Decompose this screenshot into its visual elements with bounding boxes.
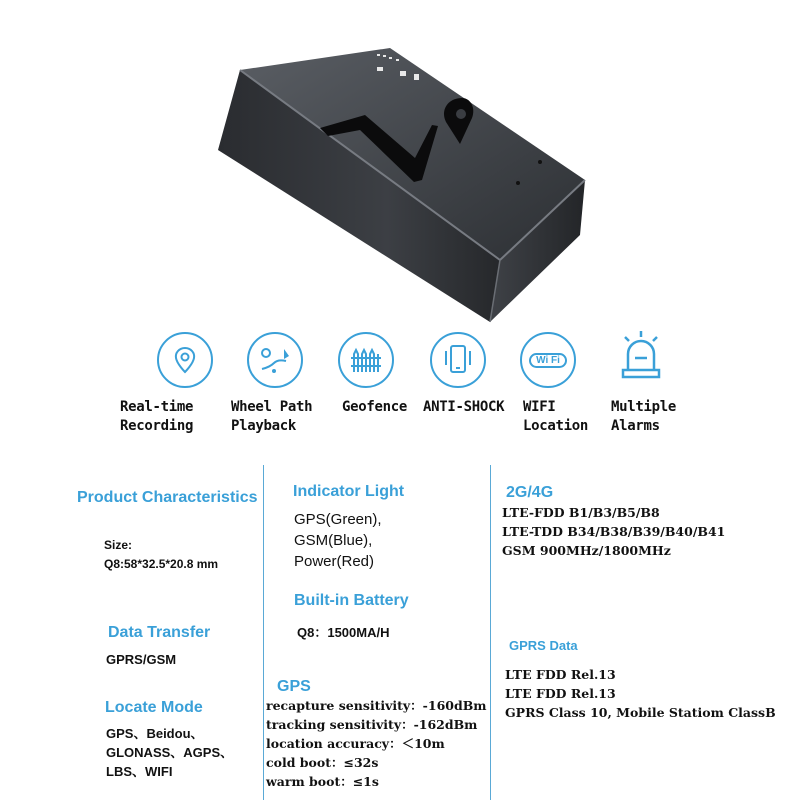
column-divider-right [490, 465, 491, 800]
location-pin-icon [157, 332, 213, 388]
indicator-light-heading: Indicator Light [293, 483, 405, 500]
network-band-list: LTE-FDD B1/B3/B5/B8 LTE-TDD B34/B38/B39/B40/B41 GSM 900MHz/1800MHz [502, 505, 726, 558]
size-value: Q8:58*32.5*20.8 mm [104, 557, 219, 571]
indicator-light-list: GPS(Green), GSM(Blue), Power(Red) [294, 511, 382, 570]
phone-shock-icon [430, 332, 486, 388]
gps-spec-list: recapture sensitivity：-160dBm tracking sensitivity：-162dBm location accuracy：＜10m cold boot：≤32s warm boot：≤1s [266, 698, 487, 789]
alarm-light-icon [618, 330, 664, 380]
data-transfer-heading: Data Transfer [108, 624, 211, 641]
gps-heading: GPS [277, 678, 311, 695]
locate-mode-list: GPS、Beidou、 GLONASS、AGPS、 LBS、WIFI [106, 726, 234, 779]
fence-icon [338, 332, 394, 388]
feature-label-anti-shock: ANTI-SHOCK [423, 399, 505, 415]
feature-label-alarms: Multiple Alarms [611, 399, 677, 434]
locate-mode-heading: Locate Mode [105, 699, 203, 716]
wifi-badge-icon [520, 332, 576, 388]
gprs-data-heading: GPRS Data [509, 638, 578, 653]
feature-label-geofence: Geofence [342, 399, 408, 415]
size-label: Size: [104, 538, 133, 552]
battery-value: Q8：1500MA/H [297, 625, 390, 640]
route-path-icon [247, 332, 303, 388]
gps-tracker-device-photo [200, 30, 600, 330]
network-heading: 2G/4G [506, 484, 554, 501]
product-characteristics-heading: Product Characteristics [77, 489, 258, 506]
feature-label-wifi: WIFI Location [523, 399, 589, 434]
column-divider-left [263, 465, 264, 800]
gprs-data-list: LTE FDD Rel.13 LTE FDD Rel.13 GPRS Class 10, Mobile Statiom ClassB [505, 667, 776, 720]
feature-label-realtime: Real-time Recording [120, 399, 194, 434]
battery-heading: Built-in Battery [294, 592, 409, 609]
wifi-badge-text: Wi Fi [529, 353, 567, 368]
data-transfer-value: GPRS/GSM [106, 652, 177, 667]
feature-label-wheel-path: Wheel Path Playback [231, 399, 313, 434]
